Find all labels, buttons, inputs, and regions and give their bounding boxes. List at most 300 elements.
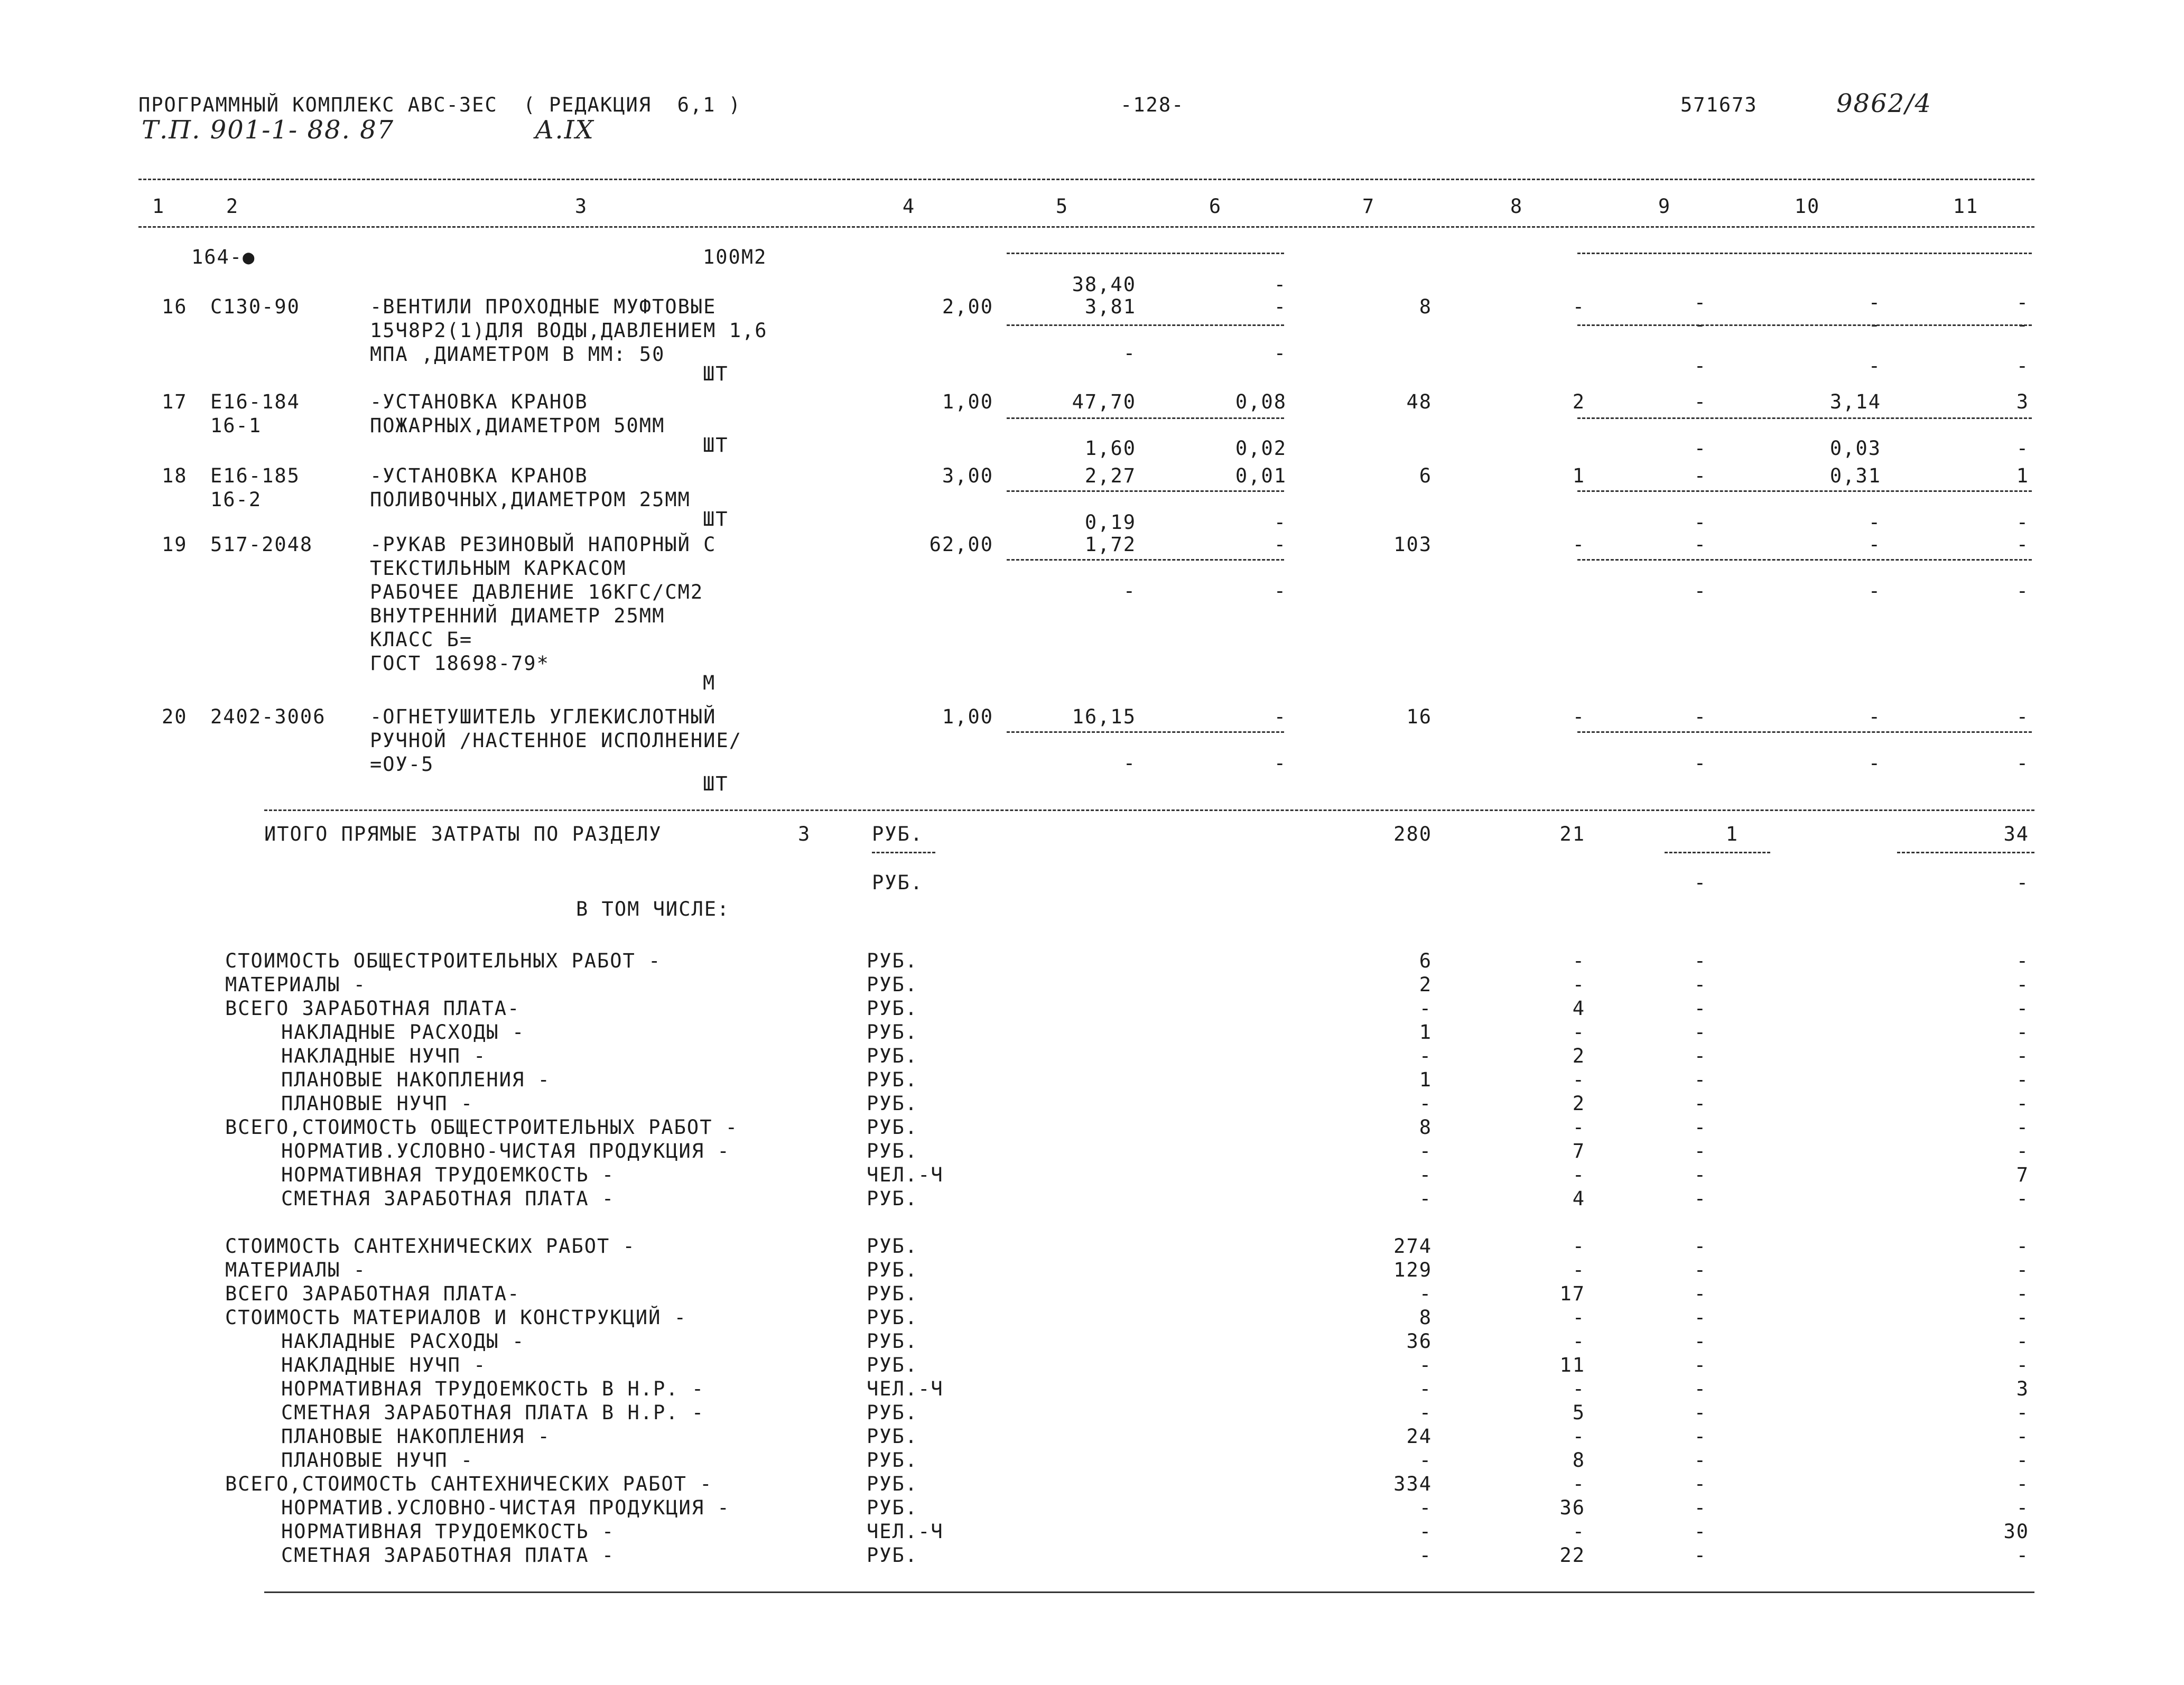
item-unit: ШТ	[703, 434, 729, 457]
summary-col9: -	[1694, 973, 1707, 996]
summary-col8: -	[1572, 1021, 1585, 1044]
summary-col11: -	[2016, 1496, 2029, 1519]
summary-col11: -	[2016, 949, 2029, 972]
summary-col7: -	[1419, 1163, 1432, 1186]
summary-col9: -	[1694, 1425, 1707, 1448]
summary-col9: -	[1694, 1092, 1707, 1115]
item-c11-value: -	[2016, 355, 2029, 377]
item-description-line: -ВЕНТИЛИ ПРОХОДНЫЕ МУФТОВЫЕ	[370, 295, 717, 318]
summary-col8: 4	[1572, 997, 1585, 1020]
summary-col9: -	[1694, 1045, 1707, 1067]
item-description-line: ПОЛИВОЧНЫХ,ДИАМЕТРОМ 25ММ	[370, 488, 691, 511]
item-unit: М	[703, 672, 716, 694]
summary-col7: 36	[1406, 1330, 1432, 1353]
item-sub-rule-b	[1577, 417, 2032, 419]
header-rule-bottom	[138, 226, 2034, 228]
summary-col7: -	[1419, 1140, 1432, 1162]
item-description-line: -ОГНЕТУШИТЕЛЬ УГЛЕКИСЛОТНЫЙ	[370, 705, 717, 728]
summary-col11: -	[2016, 1282, 2029, 1305]
item-c10-value: 0,03	[1829, 437, 1881, 460]
item-c10-value: -	[1868, 533, 1881, 556]
item-col8: 2	[1572, 390, 1585, 413]
summary-col11: -	[2016, 1259, 2029, 1281]
item-c9-value: -	[1694, 511, 1707, 534]
summary-col7: 1	[1419, 1068, 1432, 1091]
item-sub-rule-b	[1577, 559, 2032, 561]
summary-col8: 2	[1572, 1045, 1585, 1067]
item-c11-value: -	[2016, 752, 2029, 775]
item-c10-value: -	[1868, 580, 1881, 602]
item-sub-rule-a	[1007, 324, 1284, 326]
item-c5-value: 0,19	[1084, 511, 1136, 534]
summary-col7: 274	[1393, 1235, 1432, 1258]
summary-row-label: НОРМАТИВ.УСЛОВНО-ЧИСТАЯ ПРОДУКЦИЯ -	[281, 1496, 730, 1519]
total-unit-second: РУБ.	[872, 871, 924, 894]
summary-col9: -	[1694, 1377, 1707, 1400]
total-col11: 34	[2003, 823, 2029, 845]
item-c5-value: 1,60	[1084, 437, 1136, 460]
item-c11-value: -	[2016, 705, 2029, 728]
summary-row-unit: РУБ.	[867, 1187, 918, 1210]
item-c9-value: -	[1694, 390, 1707, 413]
item-c6-value: -	[1274, 511, 1287, 534]
summary-col8: 7	[1572, 1140, 1585, 1162]
item-c10-value: -	[1868, 705, 1881, 728]
album-handwritten: А.IX	[535, 115, 594, 145]
summary-col8: 8	[1572, 1449, 1585, 1472]
summary-row-label: НАКЛАДНЫЕ РАСХОДЫ -	[281, 1330, 525, 1353]
summary-row-label: СМЕТНАЯ ЗАРАБОТНАЯ ПЛАТА В Н.Р. -	[281, 1401, 705, 1424]
item-c9-value: -	[1694, 313, 1707, 336]
item-sub-rule-a	[1007, 417, 1284, 419]
summary-col8: -	[1572, 1330, 1585, 1353]
item-description-line: ПОЖАРНЫХ,ДИАМЕТРОМ 50ММ	[370, 414, 665, 437]
summary-col9: -	[1694, 1282, 1707, 1305]
summary-col7: 8	[1419, 1306, 1432, 1329]
item-quantity: 3,00	[942, 464, 993, 487]
summary-row-label: ПЛАНОВЫЕ НУЧП -	[281, 1092, 474, 1115]
column-number-10: 10	[1794, 195, 1820, 218]
item-c9-value: -	[1694, 291, 1707, 314]
summary-col8: -	[1572, 1377, 1585, 1400]
item-sub-rule-b	[1577, 490, 2032, 492]
summary-col11: 30	[2003, 1520, 2029, 1543]
item-c10-value: -	[1868, 511, 1881, 534]
item-c11-value: -	[2016, 291, 2029, 314]
summary-col8: -	[1572, 1235, 1585, 1258]
summary-col8: -	[1572, 1068, 1585, 1091]
summary-col8: -	[1572, 1116, 1585, 1139]
item-c10-value: 3,14	[1829, 390, 1881, 413]
item-c5-value: 1,72	[1084, 533, 1136, 556]
summary-col8: 36	[1559, 1496, 1585, 1519]
summary-row-unit: РУБ.	[867, 1425, 918, 1448]
summary-col8: 11	[1559, 1354, 1585, 1376]
item-description-line: -УСТАНОВКА КРАНОВ	[370, 390, 588, 413]
item-number: 17	[162, 390, 188, 413]
column-number-7: 7	[1362, 195, 1376, 218]
summary-col9: -	[1694, 1235, 1707, 1258]
summary-col9: -	[1694, 1473, 1707, 1495]
item-c11-value: -	[2016, 580, 2029, 602]
item-c6-value: -	[1274, 580, 1287, 602]
summary-col8: -	[1572, 949, 1585, 972]
item-number: 20	[162, 705, 188, 728]
top-row-unit: 100М2	[703, 246, 767, 268]
summary-col11: -	[2016, 1330, 2029, 1353]
summary-col9: -	[1694, 1259, 1707, 1281]
item-c11-value: -	[2016, 437, 2029, 460]
item-sub-rule-a	[1007, 490, 1284, 492]
item-description-line: КЛАСС Б=	[370, 628, 473, 651]
item-c9-value: -	[1694, 464, 1707, 487]
total-col11-second: -	[2016, 871, 2029, 894]
total-col9-second: -	[1694, 871, 1707, 894]
item-code: 2402-3006	[210, 705, 326, 728]
item-code: Е16-184	[210, 390, 300, 413]
summary-row-unit: РУБ.	[867, 997, 918, 1020]
summary-col9: -	[1694, 1021, 1707, 1044]
summary-row-label: СМЕТНАЯ ЗАРАБОТНАЯ ПЛАТА -	[281, 1187, 615, 1210]
item-col7: 103	[1393, 533, 1432, 556]
item-c6-value: -	[1274, 295, 1287, 318]
summary-col7: -	[1419, 1544, 1432, 1567]
item-c9-value: -	[1694, 580, 1707, 602]
project-code-handwritten: Т.П. 901-1- 88. 87	[142, 115, 395, 145]
summary-col11: -	[2016, 1068, 2029, 1091]
total-section-number: 3	[798, 823, 811, 845]
summary-col9: -	[1694, 997, 1707, 1020]
column-number-2: 2	[226, 195, 239, 218]
summary-col7: 1	[1419, 1021, 1432, 1044]
column-number-4: 4	[902, 195, 916, 218]
total-col8: 21	[1559, 823, 1585, 845]
item-c9-value: -	[1694, 752, 1707, 775]
item-c6-value: -	[1274, 533, 1287, 556]
item-c5-value: -	[1123, 752, 1136, 775]
summary-row-label: СТОИМОСТЬ МАТЕРИАЛОВ И КОНСТРУКЦИЙ -	[225, 1306, 687, 1329]
summary-col8: -	[1572, 1306, 1585, 1329]
summary-row-label: ПЛАНОВЫЕ НУЧП -	[281, 1449, 474, 1472]
summary-row-unit: РУБ.	[867, 1140, 918, 1162]
column-number-3: 3	[574, 195, 588, 218]
summary-row-unit: РУБ.	[867, 1068, 918, 1091]
summary-col7: -	[1419, 1354, 1432, 1376]
item-number: 16	[162, 295, 188, 318]
summary-col7: 334	[1393, 1473, 1432, 1495]
summary-col9: -	[1694, 1163, 1707, 1186]
summary-col11: -	[2016, 1425, 2029, 1448]
summary-row-label: НАКЛАДНЫЕ НУЧП -	[281, 1045, 487, 1067]
summary-col11: 3	[2016, 1377, 2029, 1400]
summary-col7: -	[1419, 1449, 1432, 1472]
total-unit: РУБ.	[872, 823, 924, 845]
summary-col9: -	[1694, 1544, 1707, 1567]
summary-row-unit: РУБ.	[867, 1544, 918, 1567]
summary-col11: -	[2016, 1092, 2029, 1115]
summary-row-label: ВСЕГО,СТОИМОСТЬ ОБЩЕСТРОИТЕЛЬНЫХ РАБОТ -	[225, 1116, 739, 1139]
summary-col11: -	[2016, 997, 2029, 1020]
item-c6-value: 0,01	[1235, 464, 1287, 487]
summary-row-unit: РУБ.	[867, 1306, 918, 1329]
summary-row-label: НОРМАТИВНАЯ ТРУДОЕМКОСТЬ -	[281, 1520, 615, 1543]
summary-col9: -	[1694, 1068, 1707, 1091]
summary-row-unit: РУБ.	[867, 1496, 918, 1519]
item-c11-value: -	[2016, 511, 2029, 534]
summary-col7: -	[1419, 1496, 1432, 1519]
item-code-sub: 16-2	[210, 488, 262, 511]
summary-col8: 5	[1572, 1401, 1585, 1424]
summary-row-unit: ЧЕЛ.-Ч	[867, 1377, 944, 1400]
item-col7: 8	[1419, 295, 1432, 318]
item-sub-rule-a	[1007, 559, 1284, 561]
item-number: 18	[162, 464, 188, 487]
summary-col11: -	[2016, 1449, 2029, 1472]
summary-col11: 7	[2016, 1163, 2029, 1186]
item-c9-value: -	[1694, 533, 1707, 556]
summary-col11: -	[2016, 973, 2029, 996]
item-c9-value: -	[1694, 437, 1707, 460]
summary-col9: -	[1694, 1330, 1707, 1353]
summary-col11: -	[2016, 1354, 2029, 1376]
summary-col8: 22	[1559, 1544, 1585, 1567]
summary-col8: -	[1572, 1473, 1585, 1495]
summary-col11: -	[2016, 1235, 2029, 1258]
summary-row-unit: РУБ.	[867, 1354, 918, 1376]
item-c11-value: 1	[2016, 464, 2029, 487]
item-c5-value: -	[1123, 580, 1136, 602]
item-description-line: РУЧНОЙ /НАСТЕННОЕ ИСПОЛНЕНИЕ/	[370, 729, 742, 752]
item-c5-value: 16,15	[1072, 705, 1136, 728]
item-c11-value: -	[2016, 313, 2029, 336]
item-c11-value: 3	[2016, 390, 2029, 413]
item-description-line: ВНУТРЕННИЙ ДИАМЕТР 25ММ	[370, 604, 665, 627]
summary-row-unit: РУБ.	[867, 1235, 918, 1258]
item-c11-value: -	[2016, 533, 2029, 556]
summary-col7: -	[1419, 1187, 1432, 1210]
item-quantity: 62,00	[929, 533, 993, 556]
summary-row-unit: РУБ.	[867, 949, 918, 972]
item-description-line: =ОУ-5	[370, 753, 434, 776]
item-sub-rule-a	[1007, 731, 1284, 733]
page-number: -128-	[1120, 94, 1185, 116]
item-c10-value: -	[1868, 291, 1881, 314]
summary-col7: -	[1419, 1520, 1432, 1543]
summary-row-label: НАКЛАДНЫЕ НУЧП -	[281, 1354, 487, 1376]
summary-col7: 2	[1419, 973, 1432, 996]
item-c6-value: -	[1274, 752, 1287, 775]
item-unit: ШТ	[703, 362, 729, 385]
summary-col7: -	[1419, 997, 1432, 1020]
summary-col7: -	[1419, 1282, 1432, 1305]
item-c5-value: -	[1123, 342, 1136, 365]
summary-col7: -	[1419, 1401, 1432, 1424]
summary-col9: -	[1694, 1354, 1707, 1376]
item-description-line: РАБОЧЕЕ ДАВЛЕНИЕ 16КГС/СМ2	[370, 581, 704, 603]
summary-row-label: ВСЕГО,СТОИМОСТЬ САНТЕХНИЧЕСКИХ РАБОТ -	[225, 1473, 713, 1495]
summary-col9: -	[1694, 1401, 1707, 1424]
summary-row-unit: РУБ.	[867, 1259, 918, 1281]
item-c9-value: -	[1694, 355, 1707, 377]
item-c6-value: -	[1274, 273, 1287, 296]
summary-col7: 129	[1393, 1259, 1432, 1281]
item-col7: 16	[1406, 705, 1432, 728]
item-c10-value: 0,31	[1829, 464, 1881, 487]
top-row-code: 164-●	[191, 246, 256, 268]
item-sub-rule-b	[1577, 324, 2032, 326]
summary-col7: 8	[1419, 1116, 1432, 1139]
item-col8: 1	[1572, 464, 1585, 487]
summary-col11: -	[2016, 1306, 2029, 1329]
summary-col11: -	[2016, 1045, 2029, 1067]
item-col8: -	[1572, 705, 1585, 728]
summary-col8: 2	[1572, 1092, 1585, 1115]
item-c10-value: -	[1868, 752, 1881, 775]
item-col8: -	[1572, 533, 1585, 556]
item-quantity: 2,00	[942, 295, 993, 318]
total-unit-underline	[872, 852, 935, 853]
summary-row-unit: ЧЕЛ.-Ч	[867, 1163, 944, 1186]
item-col8: -	[1572, 295, 1585, 318]
summary-row-unit: РУБ.	[867, 1473, 918, 1495]
summary-row-label: МАТЕРИАЛЫ -	[225, 1259, 367, 1281]
summary-row-label: НОРМАТИВНАЯ ТРУДОЕМКОСТЬ -	[281, 1163, 615, 1186]
summary-col9: -	[1694, 1449, 1707, 1472]
item-quantity: 1,00	[942, 705, 993, 728]
summary-col11: -	[2016, 1544, 2029, 1567]
item-code: С130-90	[210, 295, 300, 318]
summary-col8: -	[1572, 1425, 1585, 1448]
item-description-line: МПА ,ДИАМЕТРОМ В ММ: 50	[370, 343, 665, 366]
summary-row-label: НОРМАТИВ.УСЛОВНО-ЧИСТАЯ ПРОДУКЦИЯ -	[281, 1140, 730, 1162]
item-c9-value: -	[1694, 705, 1707, 728]
summary-row-unit: РУБ.	[867, 1282, 918, 1305]
summary-col7: -	[1419, 1045, 1432, 1067]
column-number-11: 11	[1953, 195, 1979, 218]
document-number: 571673	[1680, 94, 1758, 116]
total-col7: 280	[1393, 823, 1432, 845]
total-rule-col9	[1665, 852, 1770, 853]
summary-col8: 4	[1572, 1187, 1585, 1210]
item-c5-value: 3,81	[1084, 295, 1136, 318]
including-label: В ТОМ ЧИСЛЕ:	[576, 898, 730, 920]
top-row-rule-a	[1007, 253, 1284, 254]
item-unit: ШТ	[703, 772, 729, 795]
column-number-9: 9	[1658, 195, 1671, 218]
summary-col9: -	[1694, 1520, 1707, 1543]
summary-row-unit: РУБ.	[867, 1021, 918, 1044]
summary-col11: -	[2016, 1021, 2029, 1044]
summary-col11: -	[2016, 1140, 2029, 1162]
summary-row-label: ВСЕГО ЗАРАБОТНАЯ ПЛАТА-	[225, 1282, 521, 1305]
summary-row-label: НОРМАТИВНАЯ ТРУДОЕМКОСТЬ В Н.Р. -	[281, 1377, 705, 1400]
total-rule-top	[264, 809, 2034, 811]
summary-col11: -	[2016, 1473, 2029, 1495]
item-c5-value: 2,27	[1084, 464, 1136, 487]
column-number-8: 8	[1510, 195, 1523, 218]
summary-col11: -	[2016, 1116, 2029, 1139]
summary-row-label: СТОИМОСТЬ ОБЩЕСТРОИТЕЛЬНЫХ РАБОТ -	[225, 949, 662, 972]
item-code: Е16-185	[210, 464, 300, 487]
summary-col7: -	[1419, 1377, 1432, 1400]
item-description-line: 15Ч8Р2(1)ДЛЯ ВОДЫ,ДАВЛЕНИЕМ 1,6	[370, 319, 768, 342]
summary-row-unit: ЧЕЛ.-Ч	[867, 1520, 944, 1543]
item-unit: ШТ	[703, 508, 729, 530]
column-number-1: 1	[152, 195, 165, 218]
summary-col9: -	[1694, 1187, 1707, 1210]
summary-row-unit: РУБ.	[867, 1045, 918, 1067]
summary-col9: -	[1694, 1116, 1707, 1139]
item-number: 19	[162, 533, 188, 556]
item-description-line: -УСТАНОВКА КРАНОВ	[370, 464, 588, 487]
item-c5-value: 47,70	[1072, 390, 1136, 413]
summary-row-label: СТОИМОСТЬ САНТЕХНИЧЕСКИХ РАБОТ -	[225, 1235, 636, 1258]
item-col7: 6	[1419, 464, 1432, 487]
column-number-5: 5	[1055, 195, 1069, 218]
summary-col8: -	[1572, 1163, 1585, 1186]
summary-col8: -	[1572, 973, 1585, 996]
summary-row-label: СМЕТНАЯ ЗАРАБОТНАЯ ПЛАТА -	[281, 1544, 615, 1567]
item-description-line: ТЕКСТИЛЬНЫМ КАРКАСОМ	[370, 557, 627, 580]
item-quantity: 1,00	[942, 390, 993, 413]
item-c6-value: 0,08	[1235, 390, 1287, 413]
summary-row-unit: РУБ.	[867, 1330, 918, 1353]
item-c6-value: -	[1274, 705, 1287, 728]
total-rule-col11	[1897, 852, 2034, 853]
item-c10-value: -	[1868, 313, 1881, 336]
summary-row-unit: РУБ.	[867, 1401, 918, 1424]
item-c10-value: -	[1868, 355, 1881, 377]
summary-row-unit: РУБ.	[867, 1449, 918, 1472]
summary-col11: -	[2016, 1401, 2029, 1424]
column-number-6: 6	[1209, 195, 1222, 218]
item-code-sub: 16-1	[210, 414, 262, 437]
summary-col11: -	[2016, 1187, 2029, 1210]
bottom-rule	[264, 1591, 2034, 1593]
program-header: ПРОГРАММНЫЙ КОМПЛЕКС АВС-ЗЕС ( РЕДАКЦИЯ 6,1 )	[138, 94, 741, 116]
summary-col9: -	[1694, 1140, 1707, 1162]
summary-col7: -	[1419, 1092, 1432, 1115]
header-rule-top	[138, 179, 2034, 180]
summary-col8: 17	[1559, 1282, 1585, 1305]
item-description-line: -РУКАВ РЕЗИНОВЫЙ НАПОРНЫЙ С	[370, 533, 717, 556]
summary-col8: -	[1572, 1259, 1585, 1281]
reference-handwritten: 9862/4	[1836, 89, 1932, 118]
summary-row-unit: РУБ.	[867, 973, 918, 996]
summary-row-unit: РУБ.	[867, 1116, 918, 1139]
item-col7: 48	[1406, 390, 1432, 413]
summary-row-label: НАКЛАДНЫЕ РАСХОДЫ -	[281, 1021, 525, 1044]
item-c6-value: 0,02	[1235, 437, 1287, 460]
item-c5-value: 38,40	[1072, 273, 1136, 296]
item-c6-value: -	[1274, 342, 1287, 365]
summary-row-label: ПЛАНОВЫЕ НАКОПЛЕНИЯ -	[281, 1068, 551, 1091]
summary-col8: -	[1572, 1520, 1585, 1543]
summary-row-label: ВСЕГО ЗАРАБОТНАЯ ПЛАТА-	[225, 997, 521, 1020]
summary-col7: 6	[1419, 949, 1432, 972]
total-label: ИТОГО ПРЯМЫЕ ЗАТРАТЫ ПО РАЗДЕЛУ	[264, 823, 662, 845]
summary-col7: 24	[1406, 1425, 1432, 1448]
top-row-rule-b	[1577, 253, 2032, 254]
summary-row-label: МАТЕРИАЛЫ -	[225, 973, 367, 996]
summary-row-unit: РУБ.	[867, 1092, 918, 1115]
summary-col9: -	[1694, 949, 1707, 972]
item-description-line: ГОСТ 18698-79*	[370, 652, 550, 675]
item-code: 517-2048	[210, 533, 313, 556]
summary-row-label: ПЛАНОВЫЕ НАКОПЛЕНИЯ -	[281, 1425, 551, 1448]
summary-col9: -	[1694, 1306, 1707, 1329]
item-sub-rule-b	[1577, 731, 2032, 733]
